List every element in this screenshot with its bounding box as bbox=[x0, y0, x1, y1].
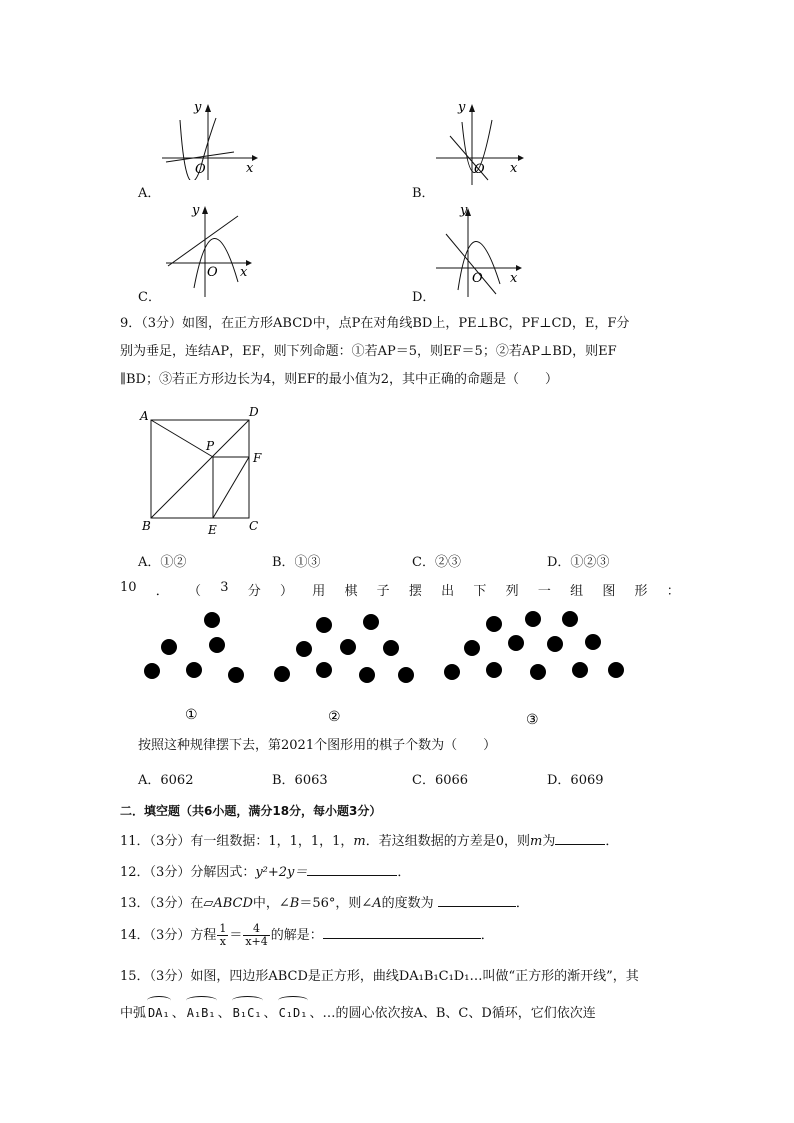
q13-line: 13．（3分）在▱ABCD中，∠B＝56°，则∠A的度数为 ． bbox=[120, 892, 680, 915]
piece bbox=[144, 663, 160, 679]
origin-label: O bbox=[207, 265, 218, 280]
piece bbox=[562, 611, 578, 627]
fraction-4-over-x-plus-4: $\frac{4}{x+4}$ bbox=[245, 922, 268, 948]
q10-option-a[interactable]: A．6062 bbox=[138, 773, 194, 788]
origin-label: O bbox=[195, 162, 206, 177]
origin-label: O bbox=[474, 162, 485, 177]
piece bbox=[398, 667, 414, 683]
q8-option-d[interactable]: D． bbox=[412, 290, 436, 305]
point-b-label: B bbox=[142, 519, 151, 533]
section-heading-fill-in: 二．填空题（共6小题，满分18分，每小题3分） bbox=[120, 804, 382, 818]
q9-option-a[interactable]: A．①② bbox=[138, 555, 187, 570]
q8-graph-d bbox=[432, 200, 532, 298]
piece bbox=[363, 614, 379, 630]
q10-header: 10 ． （ 3 分 ） 用 棋 子 摆 出 下 列 一 组 图 形 ： bbox=[120, 580, 680, 599]
q9-text-line2: 别为垂足，连结AP，EF，则下列命题：①若AP＝5，则EF＝5；②若AP⊥BD，则EF bbox=[120, 344, 617, 359]
q9-option-b[interactable]: B．①③ bbox=[272, 555, 321, 570]
q10-option-b[interactable]: B．6063 bbox=[272, 773, 328, 788]
q10-option-d[interactable]: D．6069 bbox=[547, 773, 604, 788]
piece bbox=[486, 662, 502, 678]
piece bbox=[204, 612, 220, 628]
figure-label-2: ② bbox=[328, 709, 341, 725]
x-axis-label: x bbox=[510, 271, 518, 286]
point-d-label: D bbox=[249, 405, 259, 419]
piece bbox=[525, 611, 541, 627]
point-p-label: P bbox=[206, 439, 215, 453]
q8-graph-a bbox=[160, 100, 260, 180]
piece bbox=[161, 639, 177, 655]
piece bbox=[296, 641, 312, 657]
q15-line1: 15．（3分）如图，四边形ABCD是正方形，曲线DA₁B₁C₁D₁…叫做“正方形的渐开线”，其 bbox=[120, 969, 639, 984]
y-axis-label: y bbox=[460, 203, 468, 218]
piece bbox=[486, 616, 502, 632]
piece bbox=[340, 639, 356, 655]
arc-c1d1: C₁D₁ bbox=[279, 996, 308, 1026]
q10-question-text: 按照这种规律摆下去，第2021个图形用的棋子个数为（ ） bbox=[138, 738, 497, 753]
q10-chess-figures bbox=[130, 600, 630, 730]
piece bbox=[316, 617, 332, 633]
y-axis-label: y bbox=[194, 100, 202, 115]
piece bbox=[444, 664, 460, 680]
q11-line: 11．（3分）有一组数据：1，1，1，1，m．若这组数据的方差是0，则m为 ． bbox=[120, 830, 680, 853]
q9-option-c[interactable]: C．②③ bbox=[412, 555, 461, 570]
arc-a1b1: A₁B₁ bbox=[187, 996, 216, 1026]
arc-b1c1: B₁C₁ bbox=[233, 996, 262, 1026]
q10-option-c[interactable]: C．6066 bbox=[412, 773, 469, 788]
piece bbox=[383, 640, 399, 656]
answer-blank[interactable] bbox=[307, 861, 397, 876]
y-axis-label: y bbox=[458, 100, 466, 115]
q8-option-b[interactable]: B． bbox=[412, 186, 435, 201]
point-c-label: C bbox=[249, 519, 259, 533]
answer-blank[interactable] bbox=[555, 830, 605, 845]
piece bbox=[359, 667, 375, 683]
point-a-label: A bbox=[140, 409, 149, 423]
y-axis-label: y bbox=[192, 203, 200, 218]
origin-label: O bbox=[472, 271, 483, 286]
figure-label-1: ① bbox=[185, 707, 198, 723]
answer-blank[interactable] bbox=[438, 892, 516, 907]
piece bbox=[316, 662, 332, 678]
x-axis-label: x bbox=[240, 265, 248, 280]
q9-option-d[interactable]: D．①②③ bbox=[547, 555, 610, 570]
point-f-label: F bbox=[253, 451, 262, 465]
piece bbox=[547, 636, 563, 652]
piece bbox=[464, 640, 480, 656]
piece bbox=[585, 634, 601, 650]
fraction-1-over-x: $\frac{1}{x}$ bbox=[219, 922, 227, 948]
piece bbox=[508, 635, 524, 651]
x-axis-label: x bbox=[246, 161, 254, 176]
q12-line: 12．（3分）分解因式：y²+2y＝ ． bbox=[120, 861, 680, 884]
q15-line2: 中弧 DA₁ 、 A₁B₁ 、 B₁C₁ 、 C₁D₁ 、…的圆心依次按A、B、C、D循环，它们依次连 bbox=[120, 996, 680, 1027]
piece bbox=[228, 667, 244, 683]
point-e-label: E bbox=[208, 523, 217, 537]
q14-line: 14．（3分）方程 $\frac{1}{x}$ ＝ $\frac{4}{x+4}$ 的解是： ． bbox=[120, 922, 494, 948]
piece bbox=[572, 662, 588, 678]
q8-option-c[interactable]: C． bbox=[138, 290, 161, 305]
answer-blank[interactable] bbox=[323, 924, 481, 939]
piece bbox=[186, 662, 202, 678]
figure-label-3: ③ bbox=[526, 712, 539, 728]
piece bbox=[209, 637, 225, 653]
piece bbox=[530, 664, 546, 680]
x-axis-label: x bbox=[510, 161, 518, 176]
piece bbox=[274, 666, 290, 682]
q9-square-figure bbox=[138, 400, 278, 540]
q8-graph-c bbox=[164, 200, 264, 298]
q9-text-line3: ∥BD；③若正方形边长为4，则EF的最小值为2，其中正确的命题是（ ） bbox=[120, 372, 559, 387]
q8-option-a[interactable]: A． bbox=[138, 186, 161, 201]
arc-da1: DA₁ bbox=[148, 996, 170, 1026]
q9-text-line1: 9．（3分）如图，在正方形ABCD中，点P在对角线BD上，PE⊥BC，PF⊥CD，E，F分 bbox=[120, 316, 630, 331]
q8-graph-b bbox=[432, 100, 532, 185]
piece bbox=[608, 662, 624, 678]
